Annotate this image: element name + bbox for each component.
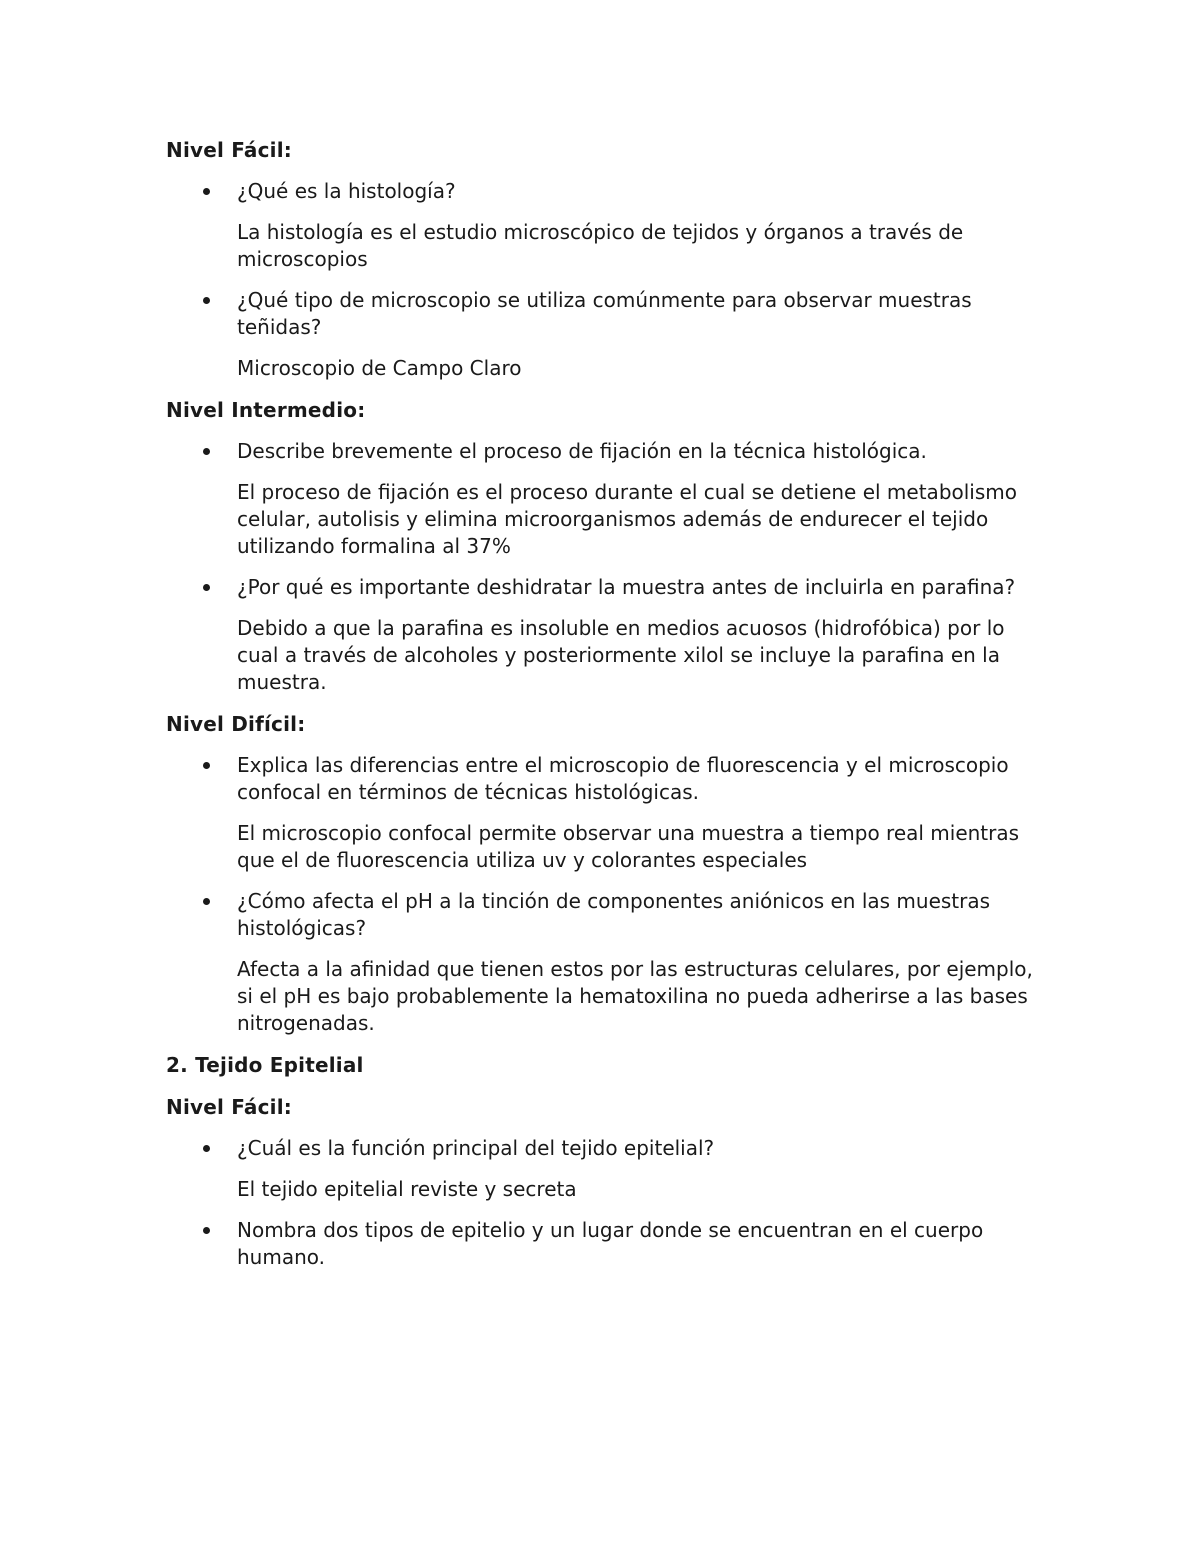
bullet-icon bbox=[203, 762, 210, 769]
section-heading: Nivel Intermedio: bbox=[166, 398, 366, 422]
document-page bbox=[166, 136, 1046, 1285]
question-list bbox=[166, 178, 1046, 382]
list-item bbox=[166, 574, 1046, 696]
bullet-icon bbox=[203, 584, 210, 591]
answer-text: El microscopio confocal permite observar una muestra a tiempo real mientras que el de fluorescencia utiliza uv y colorantes especiales bbox=[237, 821, 1020, 872]
bullet-icon bbox=[203, 1227, 210, 1234]
question-list bbox=[166, 438, 1046, 696]
section-heading: Nivel Fácil: bbox=[166, 1095, 292, 1119]
question-list bbox=[166, 752, 1046, 1037]
list-item bbox=[166, 1217, 1046, 1271]
question-text: Describe brevemente el proceso de fijación en la técnica histológica. bbox=[237, 439, 927, 463]
list-item bbox=[166, 1135, 1046, 1203]
list-item bbox=[166, 888, 1046, 1037]
question-text: ¿Por qué es importante deshidratar la muestra antes de incluirla en parafina? bbox=[237, 575, 1016, 599]
question-text: ¿Qué es la histología? bbox=[237, 179, 456, 203]
list-item bbox=[166, 752, 1046, 874]
answer-text: El proceso de fijación es el proceso durante el cual se detiene el metabolismo celular, autolisis y elimina microorganismos además de endurecer el tejido utilizando formalina al 37% bbox=[237, 480, 1017, 558]
answer-text: Microscopio de Campo Claro bbox=[237, 356, 522, 380]
question-text: ¿Cómo afecta el pH a la tinción de componentes aniónicos en las muestras histológicas? bbox=[237, 889, 991, 940]
answer-text: La histología es el estudio microscópico de tejidos y órganos a través de microscopios bbox=[237, 220, 964, 271]
bullet-icon bbox=[203, 1145, 210, 1152]
question-list bbox=[166, 1135, 1046, 1271]
answer-text: Afecta a la afinidad que tienen estos por las estructuras celulares, por ejemplo, si el pH es bajo probablemente la hematoxilina no pueda adherirse a las bases nitrogenadas. bbox=[237, 957, 1033, 1035]
question-text: ¿Cuál es la función principal del tejido epitelial? bbox=[237, 1136, 715, 1160]
section-heading: Nivel Difícil: bbox=[166, 712, 306, 736]
list-item bbox=[166, 287, 1046, 382]
answer-text: Debido a que la parafina es insoluble en medios acuosos (hidrofóbica) por lo cual a través de alcoholes y posteriormente xilol se incluye la parafina en la muestra. bbox=[237, 616, 1005, 694]
bullet-icon bbox=[203, 448, 210, 455]
section-heading: Nivel Fácil: bbox=[166, 138, 292, 162]
topic-heading: 2. Tejido Epitelial bbox=[166, 1053, 364, 1077]
question-text: ¿Qué tipo de microscopio se utiliza comúnmente para observar muestras teñidas? bbox=[237, 288, 972, 339]
bullet-icon bbox=[203, 188, 210, 195]
question-text: Explica las diferencias entre el microscopio de fluorescencia y el microscopio confocal en términos de técnicas histológicas. bbox=[237, 753, 1009, 804]
bullet-icon bbox=[203, 898, 210, 905]
question-text: Nombra dos tipos de epitelio y un lugar donde se encuentran en el cuerpo humano. bbox=[237, 1218, 984, 1269]
answer-text: El tejido epitelial reviste y secreta bbox=[237, 1177, 577, 1201]
list-item bbox=[166, 178, 1046, 273]
list-item bbox=[166, 438, 1046, 560]
bullet-icon bbox=[203, 297, 210, 304]
